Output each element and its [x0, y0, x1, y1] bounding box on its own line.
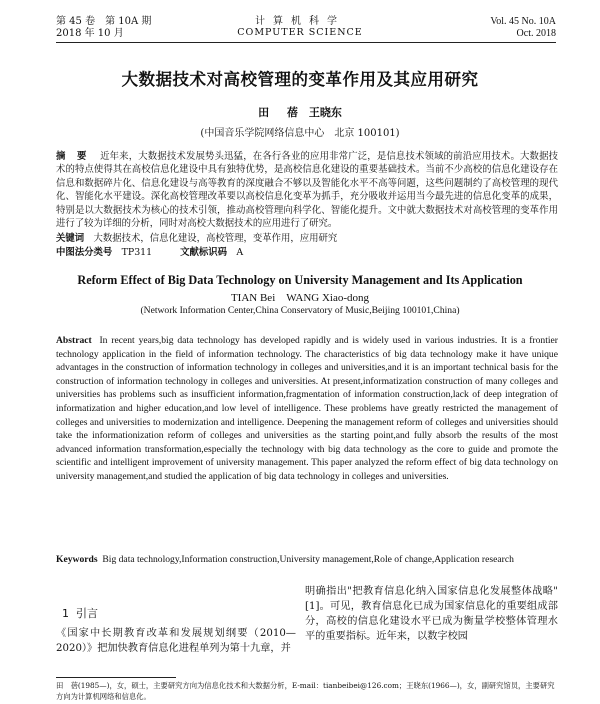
doc-code-value: A [236, 247, 244, 258]
doc-code-label: 文献标识码 [180, 247, 228, 258]
paper-title-en: Reform Effect of Big Data Technology on University Management and Its Application [77, 273, 523, 287]
clc-label: 中图法分类号 [56, 247, 113, 258]
paper-title-cn: 大数据技术对高校管理的变革作用及其应用研究 [121, 70, 479, 89]
section-heading [62, 605, 98, 621]
keywords-en-label: Keywords [56, 554, 98, 565]
keywords-cn [56, 232, 558, 245]
author-footnote: 田 蓓(1985—)，女，硕士，主要研究方向为信息化技术和大数据分析，E-mail：tianbeibei@126.com；王晓东(1966—)，女，副研究馆员，主要研究方向为计算机网络和信息化。 [56, 681, 555, 701]
volume-issue-en: Vol. 45 No. 10A [490, 16, 556, 27]
section-number: 1 [62, 607, 69, 620]
keywords-cn-text: 大数据技术，信息化建设，高校管理，变革作用，应用研究 [93, 233, 338, 244]
abstract-en-label: Abstract [56, 335, 92, 346]
body-column-left: 《国家中长期教育改革和发展规划纲要（2010—2020）》把加快教育信息化进程单列为第十九章，并 [56, 628, 296, 654]
journal-name-en: COMPUTER SCIENCE [237, 27, 363, 38]
footnote-rule [56, 677, 176, 678]
publication-date-en: Oct. 2018 [516, 28, 556, 39]
keywords-en-text: Big data technology,Information construction,University management,Role of change,Application research [102, 554, 514, 565]
abstract-en [56, 334, 558, 484]
affiliation-cn: (中国音乐学院网络信息中心 北京 100101) [200, 128, 400, 139]
authors-en: TIAN Bei WANG Xiao-dong [230, 292, 370, 304]
journal-name-cn: 计算机科学 [255, 16, 345, 27]
abstract-en-text: In recent years,big data technology has developed rapidly and is widely used in various industries. It is a frontier technology application in the field of information technology. The characteristics of big data technology make it have unique advantages in the construction of information technology in colleges and universities,and it is an important technical basis for the construction of information technology in colleges and universities. At present,informatization construction of many colleges and universities has problems such as insufficient information,fragmentation of information construction,lack of deep integration of informatization and higher education,and low level of intelligence. These problems have greatly restricted the management of colleges and universities to modernization and intelligence. Deepening the management reform of colleges and universities should take the informationization reform of colleges and universities as the starting point,and fully absorb the results of the most advanced information transformation,especially the technology with big data technology as the core to guide and promote the scientific and intelligent improvement of university management. This paper analyzed the reform effect of big data technology on university management,and studied the application of big data technology in colleges and universities. [56, 335, 558, 482]
header-rule [56, 42, 556, 43]
abstract-cn [56, 150, 558, 231]
running-header-right [490, 16, 556, 40]
keywords-cn-label: 关键词 [56, 233, 85, 244]
body-column-right: 明确指出"把教育信息化纳入国家信息化发展整体战略"[1]。可见，教育信息化已成为国家信息化的重要组成部分，高校的信息化建设水平已成为衡量学校整体管理水平的重要指标。近年来，以数字校园 [305, 586, 558, 642]
authors-cn: 田 蓓 王晓东 [258, 106, 342, 119]
keywords-en [56, 553, 558, 567]
classification-line [56, 246, 558, 259]
affiliation-en: (Network Information Center,China Conservatory of Music,Beijing 100101,China) [140, 305, 460, 316]
clc-value: TP311 [121, 247, 153, 258]
abstract-cn-text: 近年来，大数据技术发展势头迅猛，在各行各业的应用非常广泛，是信息技术领域的前沿应用技术。大数据技术的特点使得其在高校信息化建设中具有独特优势，是高校信息化建设的重要基础技术。当前不少高校的信息化建设存在信息和数据碎片化、信息化建设与高等教育的深度融合不够以及智能化水平不高等问题，这些问题制约了高校管理的现代化、智能化水平建设。深化高校管理改革要以高校信息化变革为抓手，充分吸收并运用当今最先进的信息化变革的成果，特别是以大数据技术为核心的技术引领，推动高校管理向科学化、智能化提升。文中就大数据技术对高校管理的变革作用进行了较为详细的分析，同时对高校大数据技术的应用进行了研究。 [56, 151, 558, 230]
section-title: 引言 [76, 607, 98, 620]
volume-issue: 第 45 卷 第 10A 期 [56, 16, 152, 27]
publication-date-cn: 2018 年 10 月 [56, 28, 124, 39]
abstract-cn-label: 摘 要 [56, 151, 91, 162]
